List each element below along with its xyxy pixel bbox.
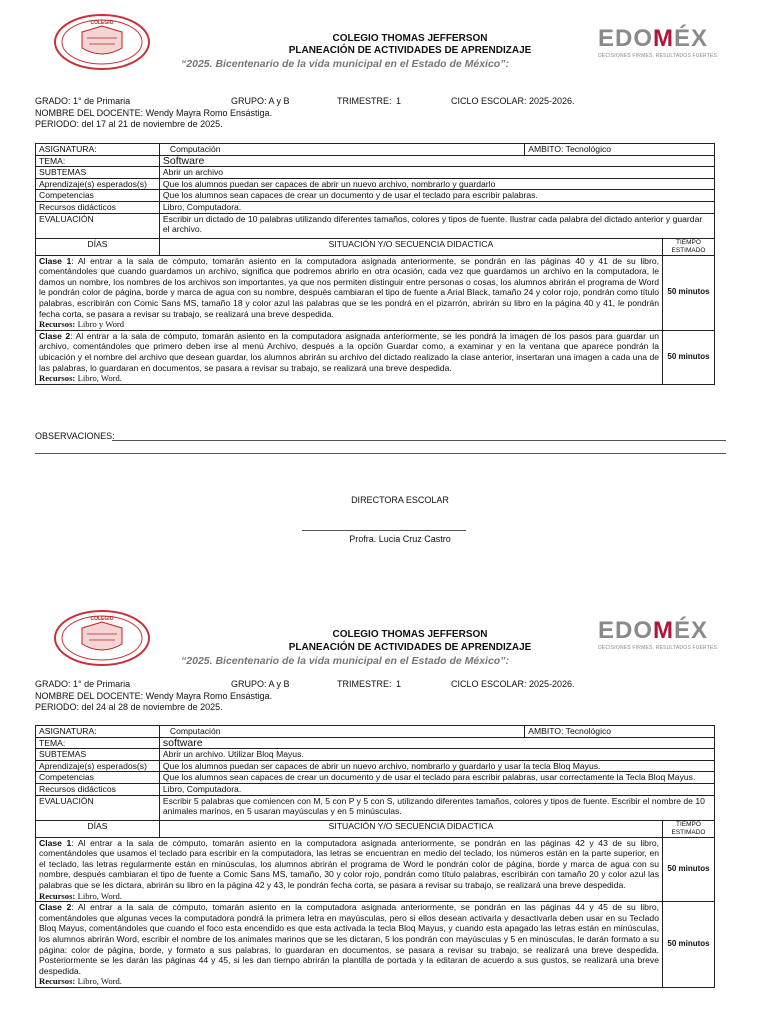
recursos-label: Recursos didácticos [36, 201, 160, 213]
trimestre: TRIMESTRE: [337, 96, 392, 106]
observaciones-label: OBSERVACIONES: [35, 431, 115, 441]
directora-title: DIRECTORA ESCOLAR [351, 495, 449, 505]
subtema-value: Abrir un archivo. Utilizar Bloq Mayus. [159, 749, 714, 761]
grado: GRADO: 1° de Primaria [35, 679, 131, 689]
motto: “2025. Bicentenario de la vida municipal en el Estado de México”: [181, 58, 509, 70]
evaluacion-label: EVALUACIÓN [36, 213, 160, 238]
clase-2-time: 50 minutos [663, 902, 715, 988]
clase-1: Clase 1: Al entrar a la sala de cómputo, tomarán asiento en la computadora asignada anteriormente, se pondrán en las páginas 40 y 41 de su libro, comentándoles que cuando guardamos un archivo, significa que podremos abrirlo en otra ocasión, cada vez que guardamos un archivo en la computadora, le damos un nombre, los nombres de los archivos son importantes, ya que nos permiten distinguir entre personas o cosas, los alumnos abrirán el programa de Word le pondrán color de página, borde y marca de agua con su nombre, después cambiaran el tipo de fuente a Arial Black, tamaño 24 y color rojo, pondrán como título palabras, escribirán con Comic Sans MS, tamaño 18 y color azul las palabras que se les pondrá en el pizarrón, abrirán su libro en la página 40 y 41, le pondrán fecha corta, se pasara a revisar su trabajo, se realizará una breve despedida. Recursos: Libro y Word [36, 255, 663, 330]
aprendizajes-label: Aprendizaje(s) esperados(s) [36, 760, 160, 772]
aprendizaje-value: Que los alumnos puedan ser capaces de abrir un nuevo archivo, nombrarlo y guardarlo [159, 178, 714, 190]
edomex-logo: EDOMÉX DECISIONES FIRMES, RESULTADOS FUERTES. [598, 617, 719, 651]
observaciones-line-2 [35, 453, 726, 454]
ambito: AMBITO: Tecnológico [525, 726, 715, 738]
grado: GRADO: 1° de Primaria [35, 96, 131, 106]
clase-1: Clase 1: Al entrar a la sala de cómputo, tomarán asiento en la computadora asignada anteriormente, se pondrán en las páginas 42 y 43 de su libro, comentándoles que usamos el teclado para escribir en la computadora, las letras se encuentran en medio del teclado, los números están en la parte superior, en el teclado, las letras regularmente están en minúsculas, los alumnos abrirán el programa de Word le pondrán color de página, borde y marca de agua con su nombre, después cambiaran el tipo de fuente a Comic Sans MS, tamaño, 30 y color rojo, pondrán como título palabras, escribirán con tamaño 20 y color azul las palabras que se les dictara, abrirán su libro en la página 42 y 43, le pondrán fecha corta, se pasara a revisar su trabajo, se realizará una breve despedida. Recursos: Libro, Word. [36, 837, 663, 902]
document-title: PLANEACIÓN DE ACTIVIDADES DE APRENDIZAJE [288, 642, 532, 653]
directora-name: Profra. Lucia Cruz Castro [349, 534, 451, 544]
periodo: PERIODO: del 24 al 28 de noviembre de 2025. [35, 702, 223, 712]
subtemas-label: SUBTEMAS [36, 749, 160, 761]
asignatura-label: ASIGNATURA: [36, 144, 160, 156]
planning-table [35, 725, 715, 988]
svg-text:COLEGIO: COLEGIO [90, 20, 114, 26]
ciclo-value: 2025-2026. [529, 679, 575, 689]
tema-value: software [159, 737, 714, 749]
edomex-logo: EDOMÉX DECISIONES FIRMES, RESULTADOS FUERTES. [598, 25, 719, 59]
subtemas-label: SUBTEMAS [36, 167, 160, 179]
clase-2: Clase 2: Al entrar a la sala de cómputo, tomarán asiento en la computadora asignada anteriormente, se les pondrá la imagen de los pasos para guardar un archivo, comentándoles que primero deben irse al menú Archivo, después a la opción Guardar como, a examinar y en la ventana que aparece pondrán la ubicación y el nombre del archivo que desean guardar, los alumnos abrirán su archivo del dictado realizado la clase anterior, insertaran una imagen a cada una de las palabras, lo guardaran en documentos, se pasara a revisar su trabajo, se realizará una breve despedida. Recursos: Libro, Word. [36, 330, 663, 384]
competencias-label: Competencias [36, 190, 160, 202]
aprendizajes-label: Aprendizaje(s) esperados(s) [36, 178, 160, 190]
signature-line [302, 530, 466, 531]
grupo: GRUPO: A y B [231, 96, 290, 106]
clase-1-time: 50 minutos [663, 255, 715, 330]
tema-label: TEMA: [36, 155, 160, 167]
clase-2: Clase 2: Al entrar a la sala de cómputo, tomarán asiento en la computadora asignada anteriormente, se pondrán en las páginas 44 y 45 de su libro, comentándoles que algunas veces la computadora pondrá la primera letra en mayúsculas, pero si ellos desean activarla y desactivarla deben usar en su Teclado Bloq Mayus, comentándoles que cuando el foco esta encendido es que esta activada la tecla Bloq Mayus, y cuando esta apagado las letras están en minúsculas, los alumnos abrirán Word, escribir el nombre de los animales marinos que se les dictaran, 5 los pondrán con mayúsculas y 5 en minúsculas, le darán formato a su página: color de página, borde, y formato a sus palabras, lo guardaran en documentos, se pasara a revisar su trabajo, se realizará una breve despedida. Posteriormente se les darán las páginas 44 y 45, si les dan tiempo abrirán la plantilla de portada y la editaran de acuerdo a sus gustos, se realizará una breve despedida. Recursos: Libro, Word. [36, 902, 663, 988]
school-name: COLEGIO THOMAS JEFFERSON [332, 629, 488, 640]
docente: NOMBRE DEL DOCENTE: Wendy Mayra Romo Ensástiga. [35, 690, 273, 701]
svg-text:COLEGIO: COLEGIO [90, 616, 114, 622]
trimestre-value: 1 [396, 679, 402, 689]
dias-header: DÍAS [36, 238, 160, 255]
asignatura-value: Computación [159, 726, 524, 738]
recursos-value: Libro, Computadora. [159, 201, 714, 213]
school-name: COLEGIO THOMAS JEFFERSON [332, 33, 488, 44]
evaluacion-label: EVALUACIÓN [36, 795, 160, 820]
ciclo-escolar: CICLO ESCOLAR: [451, 96, 527, 106]
tiempo-header: TIEMPO ESTIMADO [663, 820, 715, 837]
ciclo-value: 2025-2026. [529, 96, 575, 106]
subtema-value: Abrir un archivo [159, 167, 714, 179]
docente: NOMBRE DEL DOCENTE: Wendy Mayra Romo Ensástiga. [35, 107, 273, 118]
trimestre-value: 1 [396, 96, 402, 106]
dias-header: DÍAS [36, 820, 160, 837]
planning-table [35, 143, 715, 385]
tema-value: Software [159, 155, 714, 167]
periodo: PERIODO: del 17 al 21 de noviembre de 2025. [35, 119, 223, 129]
evaluacion-value: Escribir 5 palabras que comiencen con M, 5 con P y 5 con S, utilizando diferentes tamaños, colores y tipos de fuente. Escribir el nombre de 10 animales marinos, en 5 usaran mayúsculas y en 5 minúsculas. [159, 795, 714, 820]
asignatura-label: ASIGNATURA: [36, 726, 160, 738]
grupo: GRUPO: A y B [231, 679, 290, 689]
situacion-header: SITUACIÓN Y/O SECUENCIA DIDACTICA [159, 820, 662, 837]
competencias-value: Que los alumnos sean capaces de crear un documento y de usar el teclado para escribir palabras, usar correctamente la Tecla Bloq Mayus. [159, 772, 714, 784]
ciclo-escolar: CICLO ESCOLAR: [451, 679, 527, 689]
ambito: AMBITO: Tecnológico [525, 144, 715, 156]
clase-2-time: 50 minutos [663, 330, 715, 384]
recursos-value: Libro, Computadora. [159, 783, 714, 795]
situacion-header: SITUACIÓN Y/O SECUENCIA DIDACTICA [159, 238, 662, 255]
observaciones-line [112, 440, 726, 441]
trimestre: TRIMESTRE: [337, 679, 392, 689]
document-title: PLANEACIÓN DE ACTIVIDADES DE APRENDIZAJE [288, 45, 532, 56]
competencias-value: Que los alumnos sean capaces de crear un documento y de usar el teclado para escribir palabras. [159, 190, 714, 202]
motto: “2025. Bicentenario de la vida municipal en el Estado de México”: [181, 655, 509, 667]
recursos-label: Recursos didácticos [36, 783, 160, 795]
tema-label: TEMA: [36, 737, 160, 749]
competencias-label: Competencias [36, 772, 160, 784]
aprendizaje-value: Que los alumnos puedan ser capaces de abrir un nuevo archivo, nombrarlo y guardarlo y usar la tecla Bloq Mayus. [159, 760, 714, 772]
evaluacion-value: Escribir un dictado de 10 palabras utilizando diferentes tamaños, colores y tipos de fuente. Ilustrar cada palabra del dictado anterior y guardar el archivo. [159, 213, 714, 238]
clase-1-time: 50 minutos [663, 837, 715, 902]
tiempo-header: TIEMPO ESTIMADO [663, 238, 715, 255]
asignatura-value: Computación [159, 144, 524, 156]
